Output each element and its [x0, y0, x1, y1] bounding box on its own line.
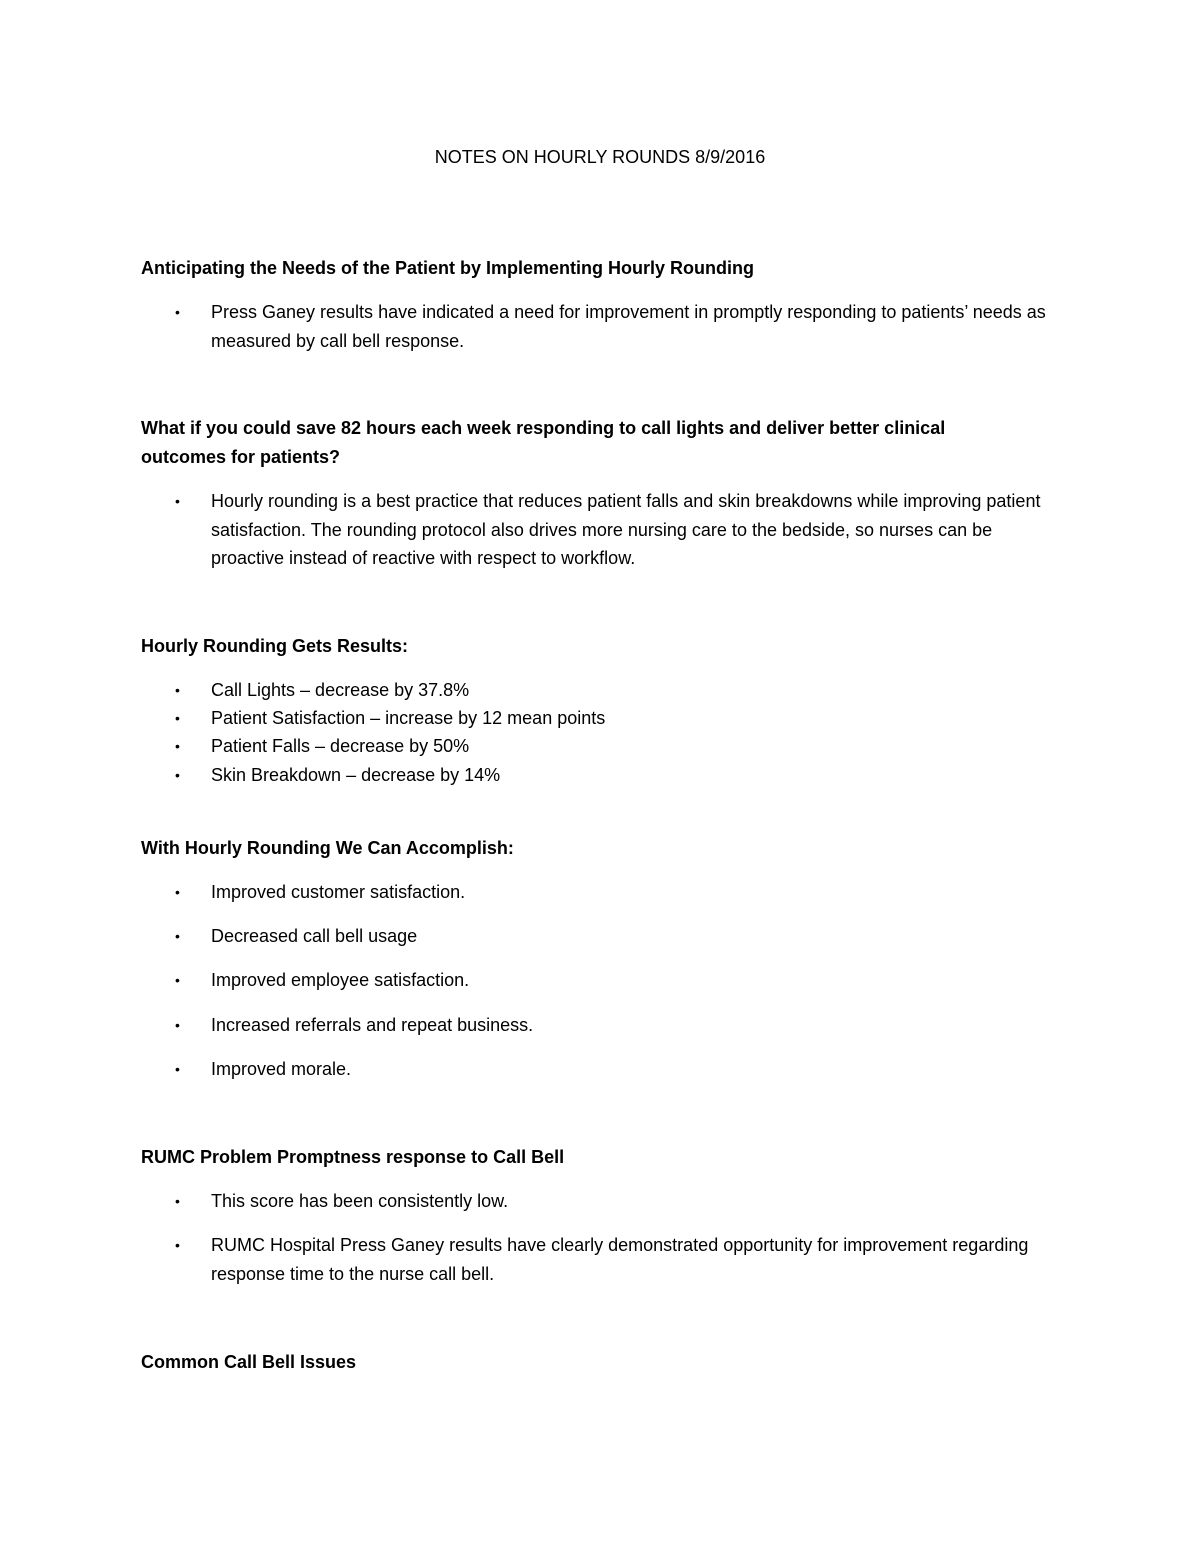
bullet-icon: •: [175, 682, 180, 698]
document-title: NOTES ON HOURLY ROUNDS 8/9/2016: [434, 147, 766, 167]
bullet-icon: •: [175, 1061, 180, 1077]
list-item-text: Improved employee satisfaction.: [211, 970, 470, 990]
list-item-text: Patient Falls – decrease by 50%: [211, 736, 470, 756]
section-heading-anticipating-needs: Anticipating the Needs of the Patient by Implementing Hourly Rounding: [141, 258, 755, 278]
bullet-icon: •: [175, 304, 180, 320]
section-heading-rumc-problem: RUMC Problem Promptness response to Call Bell: [141, 1147, 565, 1167]
section-heading-common-issues: Common Call Bell Issues: [141, 1352, 357, 1372]
list-item-text: Patient Satisfaction – increase by 12 mean points: [211, 708, 606, 728]
list-item-text: Call Lights – decrease by 37.8%: [211, 680, 470, 700]
list-item-text: This score has been consistently low.: [211, 1191, 509, 1211]
list-item-text: Improved customer satisfaction.: [211, 882, 466, 902]
section-heading-accomplish: With Hourly Rounding We Can Accomplish:: [141, 838, 514, 858]
list-item-text: Increased referrals and repeat business.: [211, 1015, 534, 1035]
bullet-icon: •: [175, 884, 180, 900]
list-item-text: Improved morale.: [211, 1059, 352, 1079]
list-item-text: Decreased call bell usage: [211, 926, 418, 946]
list-item-text: Hourly rounding is a best practice that reduces patient falls and skin breakdowns while improving patient satisfaction. The rounding protocol also drives more nursing care to the bedside, so nurses can be proactive instead of reactive with respect to workflow.: [211, 491, 1041, 568]
bullet-icon: •: [175, 767, 180, 783]
bullet-icon: •: [175, 972, 180, 988]
bullet-icon: •: [175, 710, 180, 726]
section-heading-save-82-hours: What if you could save 82 hours each week responding to call lights and deliver better clinical outcomes for patients?: [141, 418, 946, 467]
bullet-icon: •: [175, 928, 180, 944]
bullet-icon: •: [175, 1017, 180, 1033]
bullet-icon: •: [175, 738, 180, 754]
section-heading-gets-results: Hourly Rounding Gets Results:: [141, 636, 409, 656]
list-item-text: RUMC Hospital Press Ganey results have clearly demonstrated opportunity for improvement regarding response time to the nurse call bell.: [211, 1235, 1029, 1284]
bullet-icon: •: [175, 493, 180, 509]
list-item-text: Press Ganey results have indicated a need for improvement in promptly responding to patients’ needs as measured by call bell response.: [211, 302, 1046, 351]
bullet-icon: •: [175, 1237, 180, 1253]
bullet-icon: •: [175, 1193, 180, 1209]
list-item-text: Skin Breakdown – decrease by 14%: [211, 765, 501, 785]
